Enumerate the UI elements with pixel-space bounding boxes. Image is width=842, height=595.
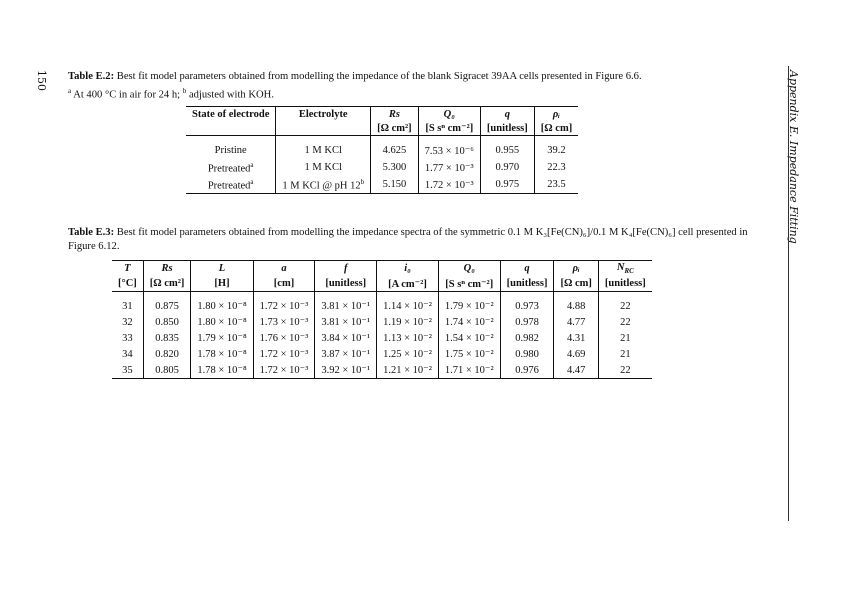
rho-cell: 23.5 xyxy=(534,176,578,194)
table-cell: 1.75 × 10⁻² xyxy=(438,346,500,362)
table-cell: 1.80 × 10⁻⁸ xyxy=(191,298,253,314)
state-cell: Pristine xyxy=(214,145,247,156)
footnote-mark: a xyxy=(250,177,254,186)
table-cell: 1.14 × 10⁻² xyxy=(377,298,439,314)
header-unit: [Ω cm²] xyxy=(143,276,191,292)
table-cell: 22 xyxy=(598,298,651,314)
header-symbol: f xyxy=(315,261,377,277)
header-unit: [Ω cm] xyxy=(554,276,598,292)
header-unit: [cm] xyxy=(253,276,315,292)
table-cell: 1.80 × 10⁻⁸ xyxy=(191,314,253,330)
header-unit: [unitless] xyxy=(500,276,554,292)
header-state: State of electrode xyxy=(192,108,270,120)
table-cell: 0.875 xyxy=(143,298,191,314)
table-cell: 1.79 × 10⁻² xyxy=(438,298,500,314)
table-row xyxy=(186,176,578,194)
header-unit: [°C] xyxy=(118,278,137,289)
header-unit: [unitless] xyxy=(315,276,377,292)
running-header: Appendix E. Impedance Fitting xyxy=(787,70,800,244)
table-cell: 1.74 × 10⁻² xyxy=(438,314,500,330)
table-cell: 4.47 xyxy=(554,362,598,379)
header-symbol: a xyxy=(253,261,315,277)
table-cell: 21 xyxy=(598,346,651,362)
table-cell: 1.72 × 10⁻³ xyxy=(253,346,315,362)
table-cell: 0.805 xyxy=(143,362,191,379)
header-symbol: T xyxy=(124,263,131,274)
footnote-mark: a xyxy=(250,160,254,169)
header-unit: [A cm⁻²] xyxy=(377,276,439,292)
table-cell: 3.87 × 10⁻¹ xyxy=(315,346,377,362)
rho-cell: 39.2 xyxy=(534,142,578,159)
table-cell: 21 xyxy=(598,330,651,346)
table-cell: 1.79 × 10⁻⁸ xyxy=(191,330,253,346)
electrolyte-cell: 1 M KCl xyxy=(276,159,371,176)
header-symbol: i₀ xyxy=(377,261,439,277)
table-cell: 31 xyxy=(122,300,133,312)
table-row xyxy=(112,330,652,346)
header-symbol: q xyxy=(500,261,554,277)
table-cell: 0.850 xyxy=(143,314,191,330)
table-e3-caption-text: Best fit model parameters obtained from modelling the impedance spectra of the symmetric 0.1 M K₃[Fe(CN)₆]/0.1 M K₄[Fe(CN)₆] cell presented in Figure 6.12. xyxy=(68,227,748,252)
table-cell: 1.25 × 10⁻² xyxy=(377,346,439,362)
table-row xyxy=(112,346,652,362)
header-symbol: Rs xyxy=(143,261,191,277)
table-cell: 35 xyxy=(122,364,133,376)
table-cell: 0.976 xyxy=(500,362,554,379)
table-cell: 4.69 xyxy=(554,346,598,362)
header-unit: [S sⁿ cm⁻²] xyxy=(438,276,500,292)
unit-rho: [Ω cm] xyxy=(534,121,578,136)
footnote-a-mark: a xyxy=(68,87,72,95)
table-cell: 4.88 xyxy=(554,298,598,314)
table-cell: 1.78 × 10⁻⁸ xyxy=(191,362,253,379)
unit-q: [unitless] xyxy=(480,121,534,136)
table-cell: 4.77 xyxy=(554,314,598,330)
header-symbol: ρᵢ xyxy=(554,261,598,277)
table-e2 xyxy=(186,106,578,194)
table-cell: 1.73 × 10⁻³ xyxy=(253,314,315,330)
state-cell: Pretreated$^a$ xyxy=(207,160,254,175)
table-cell: 0.978 xyxy=(500,314,554,330)
rho-cell: 22.3 xyxy=(534,159,578,176)
table-e2-label: Table E.2: xyxy=(68,71,115,82)
header-q: q xyxy=(480,107,534,122)
table-cell: 1.72 × 10⁻³ xyxy=(253,298,315,314)
header-unit: [unitless] xyxy=(598,276,651,292)
rs-cell: 5.150 xyxy=(371,176,419,194)
header-symbol: Q₀ xyxy=(438,261,500,277)
table-cell: 0.980 xyxy=(500,346,554,362)
table-row xyxy=(112,298,652,314)
table-cell: 32 xyxy=(122,316,133,328)
rs-cell: 4.625 xyxy=(371,142,419,159)
side-rule xyxy=(788,66,789,521)
table-e3 xyxy=(112,260,652,379)
header-rs: Rs xyxy=(371,107,419,122)
table-row xyxy=(112,362,652,379)
q-cell: 0.970 xyxy=(480,159,534,176)
page-number: 150 xyxy=(35,70,48,91)
header-rho: ρᵢ xyxy=(534,107,578,122)
table-row xyxy=(186,159,578,176)
footnote-a: At 400 °C in air for 24 h; xyxy=(73,89,181,101)
table-e3-caption xyxy=(68,226,768,254)
rs-cell: 5.300 xyxy=(371,159,419,176)
table-cell: 1.72 × 10⁻³ xyxy=(253,362,315,379)
table-cell: 22 xyxy=(598,314,651,330)
table-cell: 4.31 xyxy=(554,330,598,346)
table-cell: 1.21 × 10⁻² xyxy=(377,362,439,379)
header-unit: [H] xyxy=(191,276,253,292)
table-cell: 0.973 xyxy=(500,298,554,314)
header-subscript: RC xyxy=(624,267,634,276)
q0-cell: 1.72 × 10⁻³ xyxy=(418,176,480,194)
header-symbol: L xyxy=(191,261,253,277)
table-cell: 0.835 xyxy=(143,330,191,346)
table-cell: 3.84 × 10⁻¹ xyxy=(315,330,377,346)
header-symbol: $N_{RC}$ xyxy=(598,261,651,277)
table-cell: 22 xyxy=(598,362,651,379)
table-e2-caption xyxy=(68,70,768,103)
header-electrolyte: Electrolyte xyxy=(276,107,371,122)
footnote-mark: b xyxy=(360,177,365,186)
table-cell: 34 xyxy=(122,348,133,360)
table-cell: 1.78 × 10⁻⁸ xyxy=(191,346,253,362)
table-cell: 3.92 × 10⁻¹ xyxy=(315,362,377,379)
header-q0: Q₀ xyxy=(418,107,480,122)
electrolyte-cell: 1 M KCl @ pH 12$^b$ xyxy=(276,176,371,194)
table-cell: 0.820 xyxy=(143,346,191,362)
table-e2-caption-text: Best fit model parameters obtained from modelling the impedance of the blank Sigracet 39AA cells presented in Figure 6.6. xyxy=(116,71,642,82)
table-cell: 1.13 × 10⁻² xyxy=(377,330,439,346)
table-cell: 1.76 × 10⁻³ xyxy=(253,330,315,346)
footnote-b: adjusted with KOH. xyxy=(188,89,274,101)
table-cell: 3.81 × 10⁻¹ xyxy=(315,298,377,314)
table-cell: 1.54 × 10⁻² xyxy=(438,330,500,346)
table-e3-label: Table E.3: xyxy=(68,227,115,238)
q-cell: 0.975 xyxy=(480,176,534,194)
footnote-b-mark: b xyxy=(182,87,187,95)
table-row xyxy=(186,142,578,159)
q-cell: 0.955 xyxy=(480,142,534,159)
unit-rs: [Ω cm²] xyxy=(371,121,419,136)
q0-cell: 1.77 × 10⁻³ xyxy=(418,159,480,176)
q0-cell: 7.53 × 10⁻⁶ xyxy=(418,142,480,159)
unit-q0: [S sⁿ cm⁻²] xyxy=(418,121,480,136)
electrolyte-cell: 1 M KCl xyxy=(276,142,371,159)
state-cell: Pretreated$^a$ xyxy=(207,177,254,192)
table-cell: 0.982 xyxy=(500,330,554,346)
table-cell: 33 xyxy=(122,332,133,344)
table-cell: 3.81 × 10⁻¹ xyxy=(315,314,377,330)
table-cell: 1.71 × 10⁻² xyxy=(438,362,500,379)
table-cell: 1.19 × 10⁻² xyxy=(377,314,439,330)
table-row xyxy=(112,314,652,330)
